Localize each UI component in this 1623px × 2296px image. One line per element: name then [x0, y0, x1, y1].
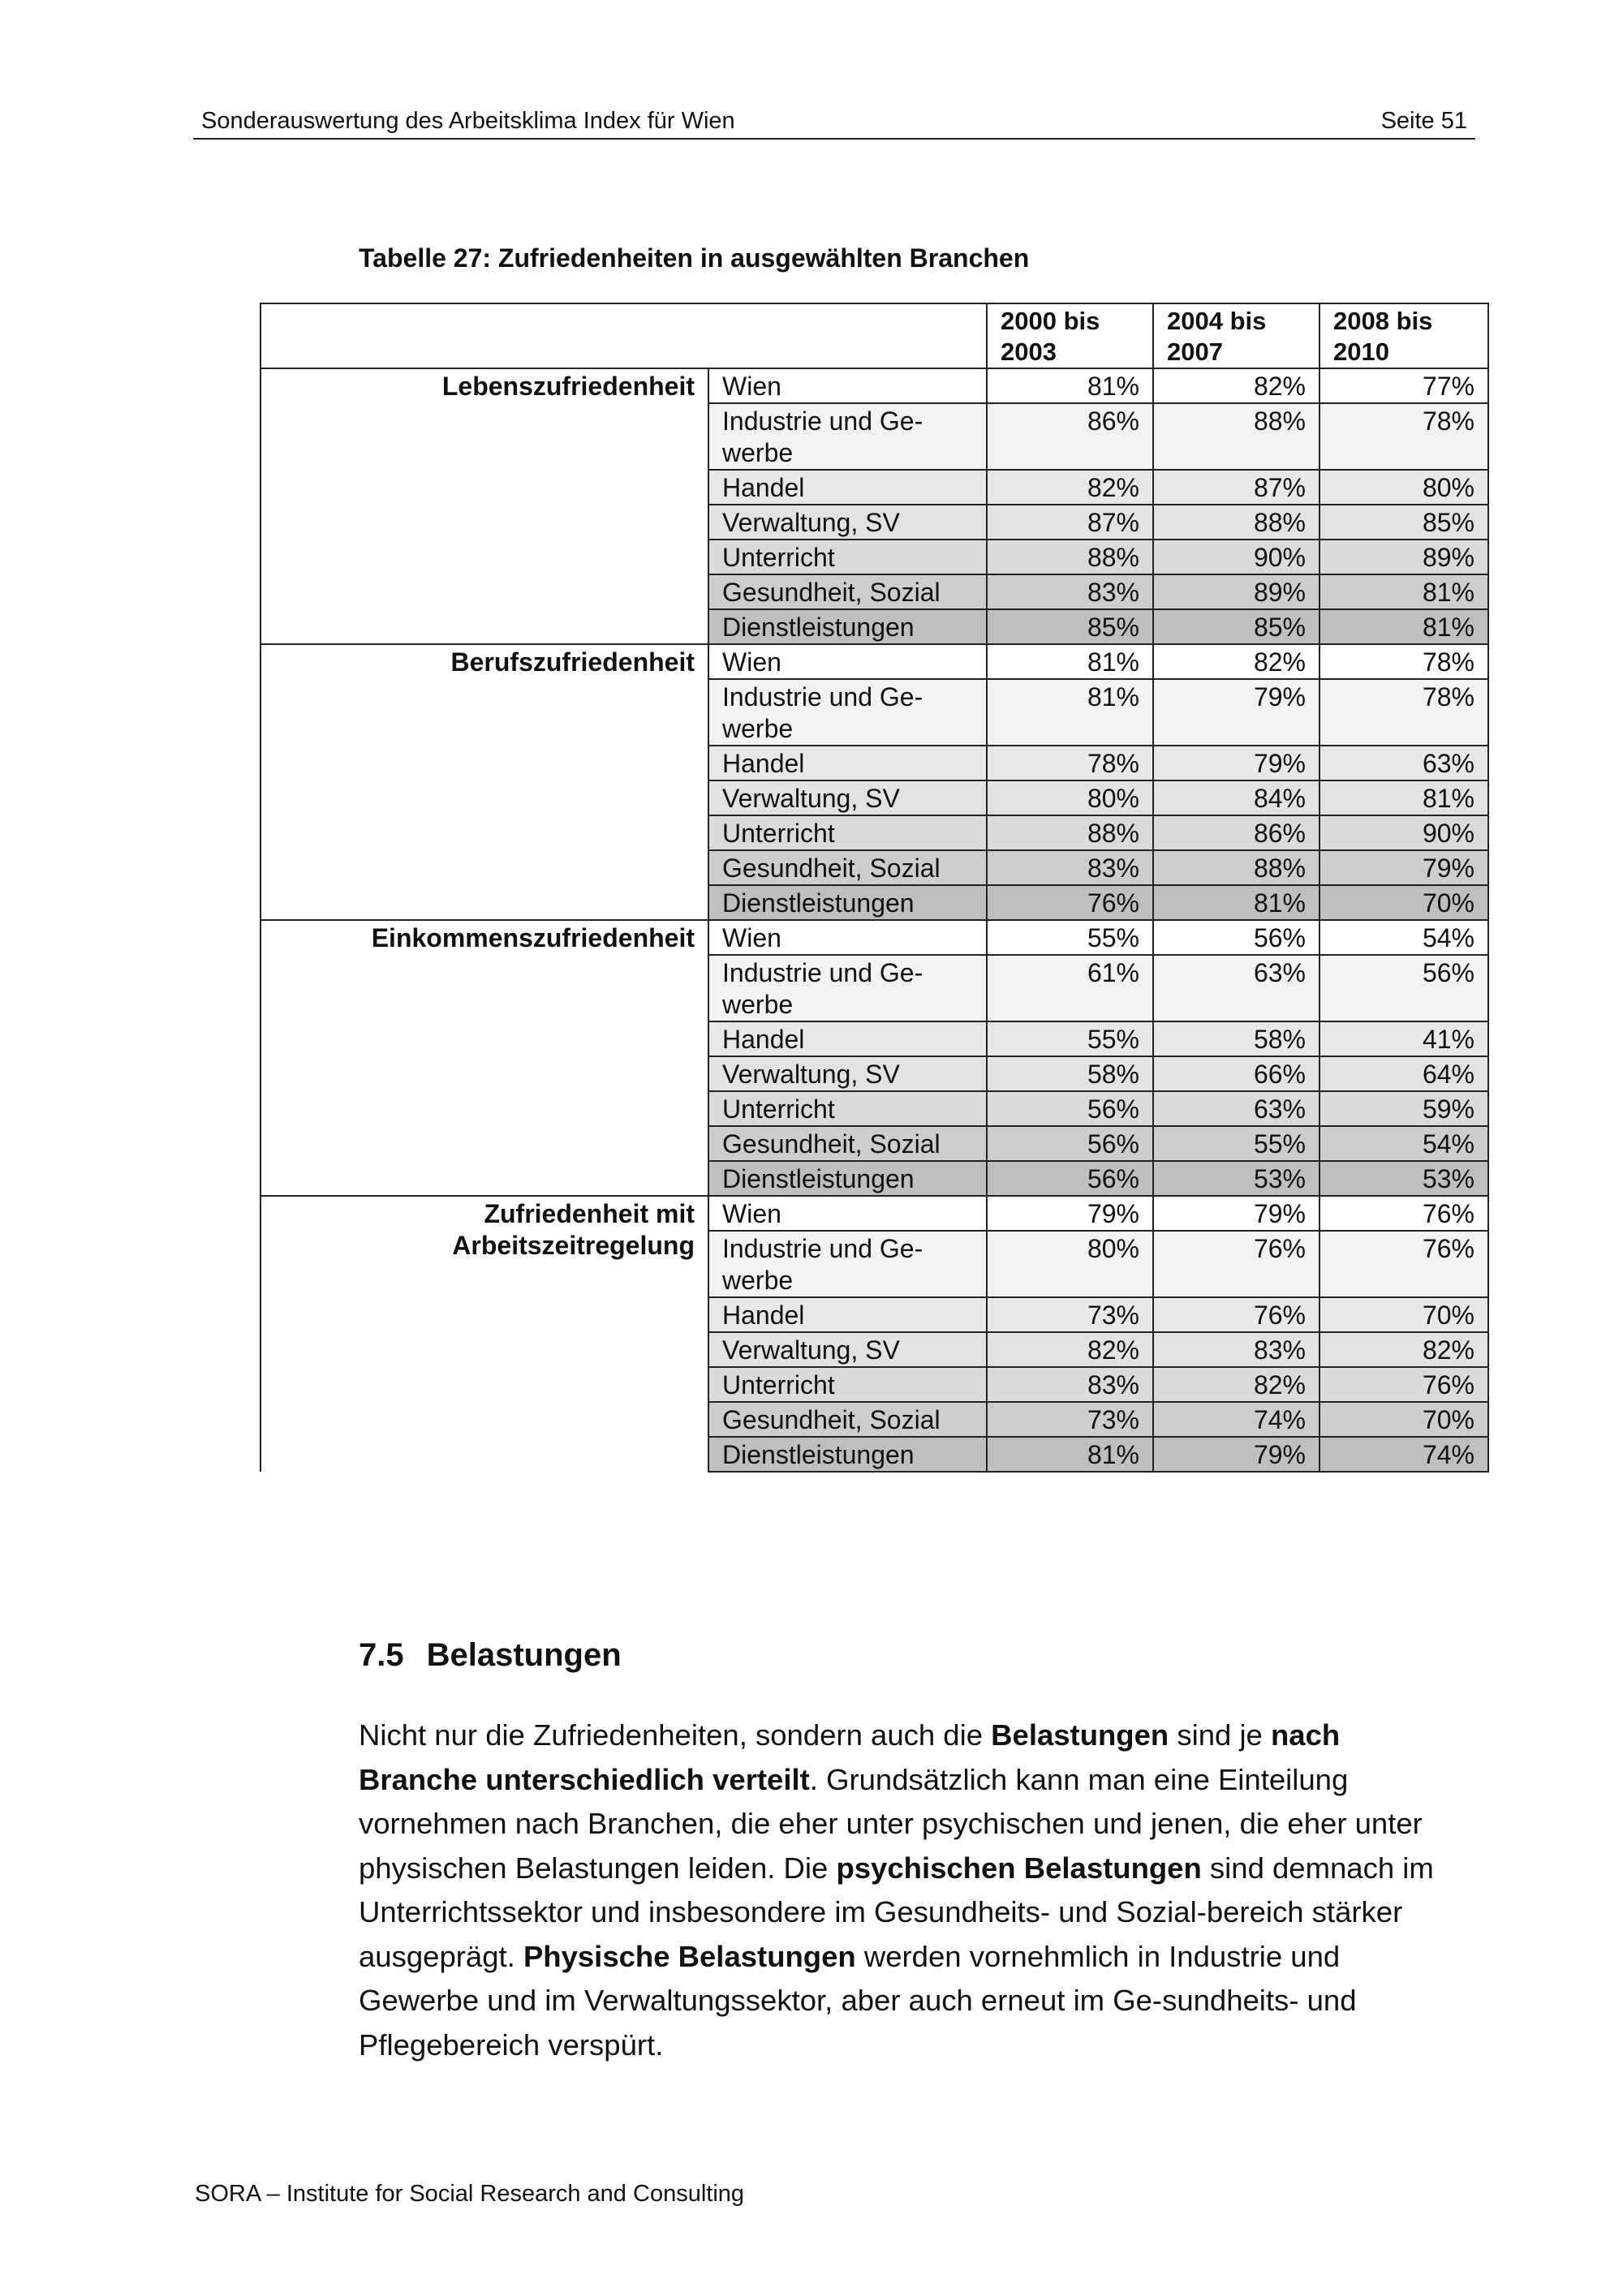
branch-cell: Handel [708, 470, 987, 505]
table-row [260, 368, 1488, 403]
paragraph-text: Nicht nur die Zufriedenheiten, sondern auch die [359, 1718, 992, 1752]
emphasis-text: nach Branche unterschiedlich verteilt [359, 1718, 1341, 1796]
value-cell: 82% [1319, 1332, 1488, 1367]
value-cell: 41% [1319, 1021, 1488, 1056]
body-paragraph [359, 1713, 1462, 2067]
branch-cell: Dienstleistungen [708, 885, 987, 920]
value-cell: 73% [987, 1402, 1153, 1437]
value-cell: 70% [1319, 1402, 1488, 1437]
value-cell: 76% [1153, 1231, 1319, 1297]
value-cell: 81% [1319, 609, 1488, 644]
value-cell: 87% [987, 505, 1153, 540]
value-cell: 58% [987, 1056, 1153, 1091]
branch-cell: Wien [708, 368, 987, 403]
page-header [193, 104, 1475, 140]
value-cell: 78% [1319, 403, 1488, 470]
branch-cell: Unterricht [708, 540, 987, 574]
page-number: Seite 51 [1380, 108, 1467, 134]
value-cell: 78% [1319, 644, 1488, 679]
value-cell: 90% [1153, 540, 1319, 574]
value-cell: 79% [1153, 746, 1319, 780]
value-cell: 89% [1153, 574, 1319, 609]
branch-cell: Wien [708, 1196, 987, 1231]
branch-cell: Handel [708, 1021, 987, 1056]
value-cell: 89% [1319, 540, 1488, 574]
branch-cell: Unterricht [708, 1367, 987, 1402]
section-heading [359, 1637, 622, 1674]
value-cell: 81% [987, 368, 1153, 403]
value-cell: 88% [1153, 505, 1319, 540]
satisfaction-table [260, 303, 1489, 1473]
value-cell: 55% [987, 1021, 1153, 1056]
value-cell: 54% [1319, 1126, 1488, 1161]
value-cell: 82% [987, 1332, 1153, 1367]
value-cell: 74% [1319, 1437, 1488, 1472]
value-cell: 80% [987, 1231, 1153, 1297]
page-footer: SORA – Institute for Social Research and Consulting [195, 2181, 745, 2207]
value-cell: 54% [1319, 920, 1488, 955]
value-cell: 81% [987, 679, 1153, 746]
branch-cell: Gesundheit, Sozial [708, 574, 987, 609]
value-cell: 83% [987, 850, 1153, 885]
branch-cell: Gesundheit, Sozial [708, 850, 987, 885]
section-number: 7.5 [359, 1637, 404, 1673]
value-cell: 88% [1153, 403, 1319, 470]
branch-cell: Unterricht [708, 1091, 987, 1126]
value-cell: 82% [1153, 644, 1319, 679]
branch-cell: Wien [708, 644, 987, 679]
branch-cell: Dienstleistungen [708, 1437, 987, 1472]
value-cell: 85% [1319, 505, 1488, 540]
branch-cell: Unterricht [708, 815, 987, 850]
table-header-row [260, 303, 1488, 368]
value-cell: 79% [1153, 679, 1319, 746]
table-row [260, 1196, 1488, 1231]
value-cell: 81% [987, 644, 1153, 679]
column-header: 2008 bis 2010 [1319, 303, 1488, 368]
value-cell: 56% [987, 1091, 1153, 1126]
value-cell: 81% [1319, 574, 1488, 609]
value-cell: 82% [987, 470, 1153, 505]
branch-cell: Industrie und Ge- werbe [708, 955, 987, 1021]
value-cell: 88% [987, 815, 1153, 850]
value-cell: 78% [1319, 679, 1488, 746]
branch-cell: Handel [708, 1297, 987, 1332]
value-cell: 61% [987, 955, 1153, 1021]
value-cell: 53% [1319, 1161, 1488, 1196]
value-cell: 56% [987, 1161, 1153, 1196]
branch-cell: Verwaltung, SV [708, 505, 987, 540]
value-cell: 70% [1319, 1297, 1488, 1332]
emphasis-text: Physische Belastungen [523, 1939, 856, 1973]
value-cell: 82% [1153, 1367, 1319, 1402]
branch-cell: Dienstleistungen [708, 1161, 987, 1196]
branch-cell: Wien [708, 920, 987, 955]
value-cell: 56% [987, 1126, 1153, 1161]
value-cell: 55% [987, 920, 1153, 955]
table-caption: Tabelle 27: Zufriedenheiten in ausgewählten Branchen [359, 243, 1030, 273]
value-cell: 80% [1319, 470, 1488, 505]
value-cell: 63% [1153, 955, 1319, 1021]
value-cell: 70% [1319, 885, 1488, 920]
value-cell: 79% [1153, 1196, 1319, 1231]
value-cell: 90% [1319, 815, 1488, 850]
value-cell: 79% [1319, 850, 1488, 885]
group-label: Einkommenszufriedenheit [260, 920, 708, 1196]
value-cell: 76% [1153, 1297, 1319, 1332]
value-cell: 76% [987, 885, 1153, 920]
value-cell: 83% [987, 574, 1153, 609]
value-cell: 76% [1319, 1231, 1488, 1297]
value-cell: 85% [987, 609, 1153, 644]
value-cell: 58% [1153, 1021, 1319, 1056]
value-cell: 56% [1319, 955, 1488, 1021]
value-cell: 73% [987, 1297, 1153, 1332]
value-cell: 85% [1153, 609, 1319, 644]
paragraph-text: . Grundsätzlich kann man eine Einteilung vornehmen nach Branchen, die eher unter psychischen und jenen, die eher unter physischen Belastungen leiden. Die [359, 1762, 1423, 1885]
value-cell: 83% [987, 1367, 1153, 1402]
value-cell: 76% [1319, 1367, 1488, 1402]
value-cell: 84% [1153, 780, 1319, 815]
value-cell: 86% [1153, 815, 1319, 850]
value-cell: 56% [1153, 920, 1319, 955]
value-cell: 78% [987, 746, 1153, 780]
column-header: 2004 bis 2007 [1153, 303, 1319, 368]
section-title: Belastungen [426, 1637, 622, 1673]
value-cell: 74% [1153, 1402, 1319, 1437]
branch-cell: Industrie und Ge- werbe [708, 679, 987, 746]
value-cell: 81% [1319, 780, 1488, 815]
header-empty-cell [260, 303, 987, 368]
branch-cell: Dienstleistungen [708, 609, 987, 644]
value-cell: 79% [1153, 1437, 1319, 1472]
branch-cell: Verwaltung, SV [708, 780, 987, 815]
branch-cell: Handel [708, 746, 987, 780]
document-title: Sonderauswertung des Arbeitsklima Index für Wien [201, 108, 735, 134]
value-cell: 86% [987, 403, 1153, 470]
paragraph-text: werden vornehmlich in Industrie und Gewerbe und im Verwaltungssektor, aber auch erneut im Ge-sundheits- und Pflegebereich verspürt. [359, 1939, 1357, 2062]
branch-cell: Industrie und Ge- werbe [708, 403, 987, 470]
value-cell: 64% [1319, 1056, 1488, 1091]
value-cell: 88% [987, 540, 1153, 574]
branch-cell: Verwaltung, SV [708, 1056, 987, 1091]
value-cell: 63% [1319, 746, 1488, 780]
table-row [260, 644, 1488, 679]
branch-cell: Verwaltung, SV [708, 1332, 987, 1367]
value-cell: 53% [1153, 1161, 1319, 1196]
value-cell: 55% [1153, 1126, 1319, 1161]
branch-cell: Industrie und Ge- werbe [708, 1231, 987, 1297]
value-cell: 81% [1153, 885, 1319, 920]
value-cell: 79% [987, 1196, 1153, 1231]
table-row [260, 920, 1488, 955]
emphasis-text: psychischen Belastungen [836, 1851, 1202, 1885]
paragraph-text: sind demnach im Unterrichtssektor und insbesondere im Gesundheits- und Sozial-bereich stärker ausgeprägt. [359, 1851, 1434, 1973]
value-cell: 88% [1153, 850, 1319, 885]
branch-cell: Gesundheit, Sozial [708, 1126, 987, 1161]
emphasis-text: Belastungen [991, 1718, 1169, 1752]
group-label: Zufriedenheit mit Arbeitszeitregelung [260, 1196, 708, 1472]
value-cell: 81% [987, 1437, 1153, 1472]
value-cell: 87% [1153, 470, 1319, 505]
value-cell: 80% [987, 780, 1153, 815]
value-cell: 66% [1153, 1056, 1319, 1091]
value-cell: 59% [1319, 1091, 1488, 1126]
value-cell: 82% [1153, 368, 1319, 403]
value-cell: 83% [1153, 1332, 1319, 1367]
column-header: 2000 bis 2003 [987, 303, 1153, 368]
value-cell: 63% [1153, 1091, 1319, 1126]
group-label: Berufszufriedenheit [260, 644, 708, 920]
branch-cell: Gesundheit, Sozial [708, 1402, 987, 1437]
group-label: Lebenszufriedenheit [260, 368, 708, 644]
paragraph-text: sind je [1169, 1718, 1271, 1752]
value-cell: 77% [1319, 368, 1488, 403]
value-cell: 76% [1319, 1196, 1488, 1231]
